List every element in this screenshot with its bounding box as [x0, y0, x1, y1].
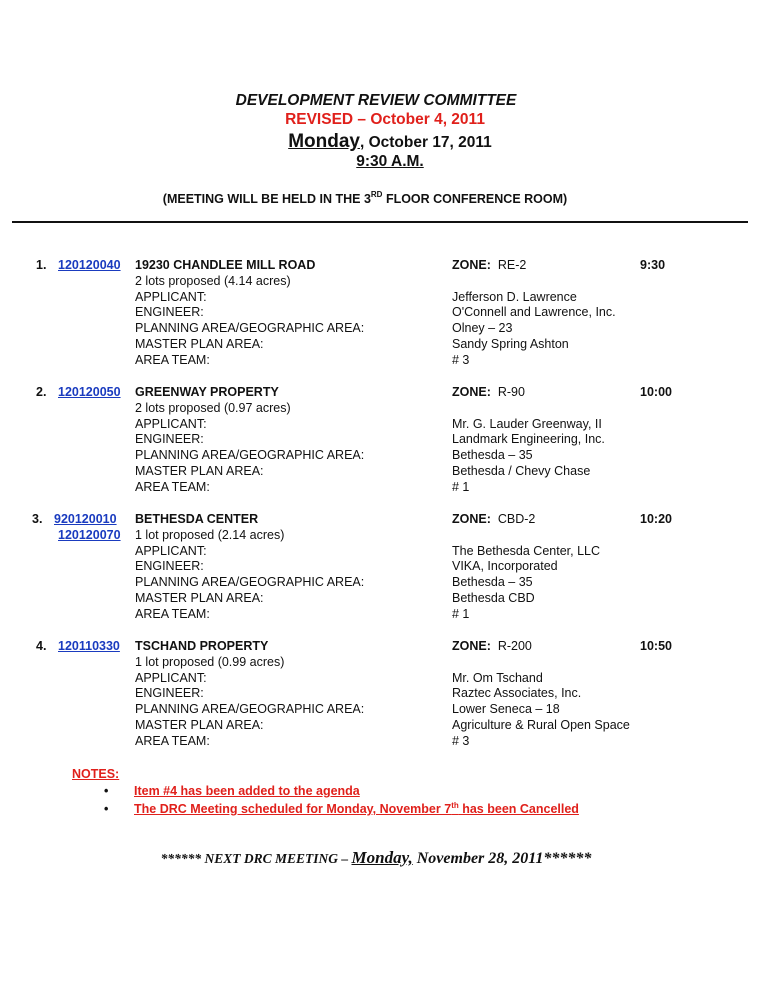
item-time: 10:50	[640, 639, 672, 653]
applicant-label: APPLICANT:	[135, 543, 207, 558]
zone-value: R-90	[497, 385, 525, 399]
engineer-label: ENGINEER:	[135, 686, 204, 701]
zone	[452, 512, 535, 528]
master-plan-value: Agriculture & Rural Open Space	[452, 717, 630, 732]
applicant-label: APPLICANT:	[135, 670, 207, 685]
master-plan-value: Bethesda CBD	[452, 590, 535, 605]
area-team-label: AREA TEAM:	[135, 352, 210, 367]
area-team-label: AREA TEAM:	[135, 606, 210, 621]
engineer-value: O'Connell and Lawrence, Inc.	[452, 305, 616, 320]
meeting-location-pre: (MEETING WILL BE HELD IN THE 3	[162, 192, 371, 206]
zone	[452, 258, 526, 274]
case-number-link[interactable]: 120110330	[58, 639, 120, 653]
header-divider	[12, 221, 748, 223]
case-number-link-2[interactable]: 120120070	[58, 528, 121, 542]
meeting-location-post: FLOOR CONFERENCE ROOM)	[382, 192, 568, 206]
project-name: 19230 CHANDLEE MILL ROAD	[135, 258, 316, 272]
agenda-item	[0, 385, 768, 495]
revised-date: REVISED – October 4, 2011	[285, 111, 485, 128]
item-time: 10:00	[640, 385, 672, 399]
applicant-value: Mr. Om Tschand	[452, 670, 543, 685]
lots-proposed: 2 lots proposed (0.97 acres)	[135, 400, 291, 415]
item-details-labels	[135, 401, 364, 496]
engineer-value: Raztec Associates, Inc.	[452, 686, 582, 701]
applicant-value: Jefferson D. Lawrence	[452, 289, 577, 304]
meeting-location	[0, 190, 730, 206]
engineer-label: ENGINEER:	[135, 305, 204, 320]
planning-area-label: PLANNING AREA/GEOGRAPHIC AREA:	[135, 448, 365, 463]
zone	[452, 639, 532, 655]
applicant-value: The Bethesda Center, LLC	[452, 543, 601, 558]
bullet-icon: •	[104, 784, 109, 798]
master-plan-label: MASTER PLAN AREA:	[135, 336, 264, 351]
item-number: 1.	[36, 258, 47, 272]
note-text	[134, 802, 579, 816]
note-text-sup: th	[451, 801, 459, 810]
zone-label: ZONE:	[452, 639, 491, 653]
bullet-icon: •	[104, 802, 109, 816]
item-details-values	[452, 544, 600, 623]
zone-value: R-200	[497, 639, 532, 653]
engineer-value: Landmark Engineering, Inc.	[452, 432, 605, 447]
area-team-value: # 1	[452, 479, 470, 494]
notes-heading: NOTES:	[72, 767, 120, 781]
planning-area-value: Bethesda – 35	[452, 448, 533, 463]
zone-value: RE-2	[497, 258, 527, 272]
master-plan-label: MASTER PLAN AREA:	[135, 590, 264, 605]
meeting-day: Monday	[288, 131, 360, 152]
planning-area-value: Bethesda – 35	[452, 575, 533, 590]
planning-area-label: PLANNING AREA/GEOGRAPHIC AREA:	[135, 321, 365, 336]
applicant-label: APPLICANT:	[135, 416, 207, 431]
note-text-post: has been Cancelled	[458, 802, 579, 816]
item-number: 2.	[36, 385, 47, 399]
next-meeting-prefix: ****** NEXT DRC MEETING –	[160, 851, 352, 866]
meeting-date-rest: , October 17, 2011	[359, 134, 492, 151]
master-plan-label: MASTER PLAN AREA:	[135, 717, 264, 732]
item-details-labels	[135, 655, 364, 750]
divider-tick	[80, 222, 94, 223]
planning-area-label: PLANNING AREA/GEOGRAPHIC AREA:	[135, 702, 365, 717]
case-number-link[interactable]: 120120050	[58, 385, 121, 399]
area-team-label: AREA TEAM:	[135, 479, 210, 494]
meeting-date	[0, 131, 768, 153]
item-details-labels	[135, 528, 364, 623]
lots-proposed: 1 lot proposed (0.99 acres)	[135, 654, 285, 669]
master-plan-label: MASTER PLAN AREA:	[135, 463, 264, 478]
engineer-value: VIKA, Incorporated	[452, 559, 558, 574]
agenda-item	[0, 639, 768, 749]
planning-area-value: Olney – 23	[452, 321, 513, 336]
note-item	[104, 801, 579, 816]
area-team-label: AREA TEAM:	[135, 733, 210, 748]
item-details-values	[452, 417, 605, 496]
engineer-label: ENGINEER:	[135, 559, 204, 574]
project-name: GREENWAY PROPERTY	[135, 385, 279, 399]
case-number-link[interactable]: 920120010	[54, 512, 117, 526]
area-team-value: # 1	[452, 606, 470, 621]
case-number-link[interactable]: 120120040	[58, 258, 121, 272]
note-text: Item #4 has been added to the agenda	[134, 784, 360, 798]
item-time: 9:30	[640, 258, 666, 272]
meeting-location-sup: RD	[370, 190, 383, 199]
note-item	[104, 784, 360, 798]
meeting-time: 9:30 A.M.	[356, 153, 424, 170]
item-details-labels	[135, 274, 364, 369]
item-time: 10:20	[640, 512, 672, 526]
next-meeting	[0, 848, 752, 868]
zone-label: ZONE:	[452, 385, 491, 399]
item-details-values	[452, 671, 630, 750]
zone	[452, 385, 525, 401]
project-name: BETHESDA CENTER	[135, 512, 259, 526]
project-name: TSCHAND PROPERTY	[135, 639, 269, 653]
next-meeting-date: November 28, 2011******	[412, 850, 592, 867]
lots-proposed: 2 lots proposed (4.14 acres)	[135, 273, 291, 288]
item-number: 4.	[36, 639, 47, 653]
zone-label: ZONE:	[452, 258, 491, 272]
applicant-label: APPLICANT:	[135, 289, 207, 304]
master-plan-value: Sandy Spring Ashton	[452, 336, 569, 351]
planning-area-label: PLANNING AREA/GEOGRAPHIC AREA:	[135, 575, 365, 590]
master-plan-value: Bethesda / Chevy Chase	[452, 463, 591, 478]
item-number: 3.	[32, 512, 43, 526]
area-team-value: # 3	[452, 733, 470, 748]
applicant-value: Mr. G. Lauder Greenway, II	[452, 416, 602, 431]
agenda-item	[0, 258, 768, 368]
area-team-value: # 3	[452, 352, 470, 367]
agenda-item	[0, 512, 768, 622]
next-meeting-day: Monday,	[351, 848, 413, 867]
item-details-values	[452, 290, 616, 369]
note-text-pre: The DRC Meeting scheduled for Monday, November 7	[134, 802, 452, 816]
engineer-label: ENGINEER:	[135, 432, 204, 447]
planning-area-value: Lower Seneca – 18	[452, 702, 560, 717]
lots-proposed: 1 lot proposed (2.14 acres)	[135, 527, 285, 542]
committee-title: DEVELOPMENT REVIEW COMMITTEE	[235, 92, 517, 109]
zone-label: ZONE:	[452, 512, 491, 526]
zone-value: CBD-2	[497, 512, 536, 526]
